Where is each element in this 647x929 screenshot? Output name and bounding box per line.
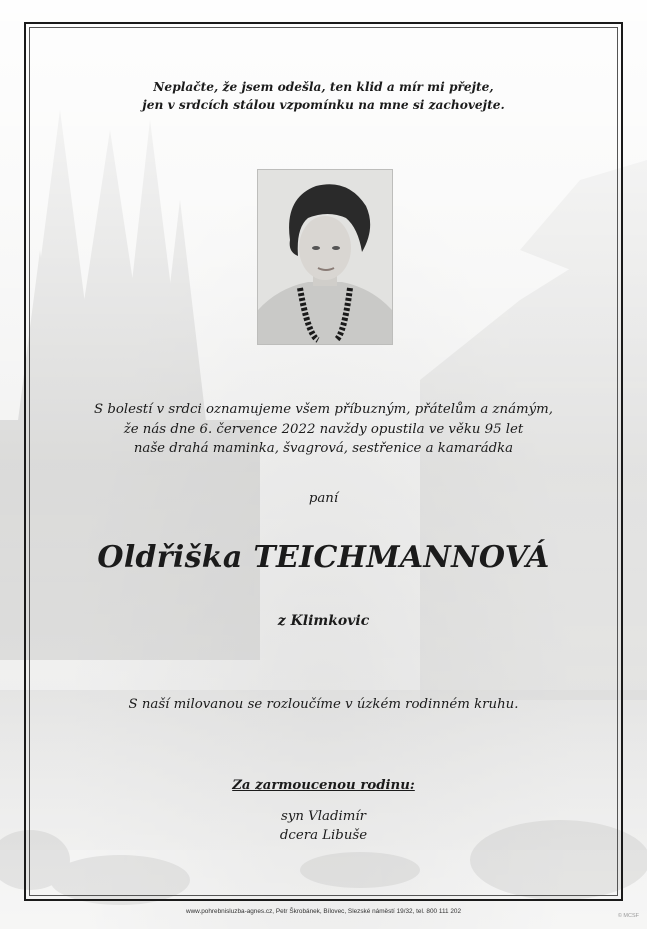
family-heading: Za zarmoucenou rodinu: — [232, 778, 415, 793]
motto-line-1: Neplačte, že jsem odešla, ten klid a mír mi přejte, — [153, 80, 494, 94]
mourning-frame — [24, 22, 623, 901]
death-announcement — [24, 400, 623, 459]
portrait-photo — [257, 169, 393, 345]
honorific: paní — [308, 491, 339, 506]
farewell-note: S naší milovanou se rozloučíme v úzkém rodinném kruhu. — [128, 697, 519, 712]
announcement-line-1: S bolestí v srdci oznamujeme všem příbuzným, přátelům a známým, — [94, 402, 553, 417]
family-member: syn Vladimír — [281, 809, 366, 824]
motto-verse — [24, 78, 623, 114]
funeral-service-footer: www.pohrebnisluzba-agnes.cz, Petr Škrobánek, Bílovec, Slezské náměstí 19/32, tel. 800 111 202 — [185, 908, 462, 915]
deceased-name: Oldřiška TEICHMANNOVÁ — [97, 540, 550, 575]
announcement-line-2: že nás dne 6. července 2022 navždy opustila ve věku 95 let — [123, 421, 524, 437]
family-members — [24, 807, 623, 845]
family-member: dcera Libuše — [279, 828, 368, 843]
watermark: © MCSF — [617, 913, 639, 919]
announcement-line-3: naše drahá maminka, švagrová, sestřenice a kamarádka — [133, 441, 514, 456]
origin-town: z Klimkovic — [277, 613, 370, 629]
motto-line-2: jen v srdcích stálou vzpomínku na mne si zachovejte. — [142, 98, 505, 112]
